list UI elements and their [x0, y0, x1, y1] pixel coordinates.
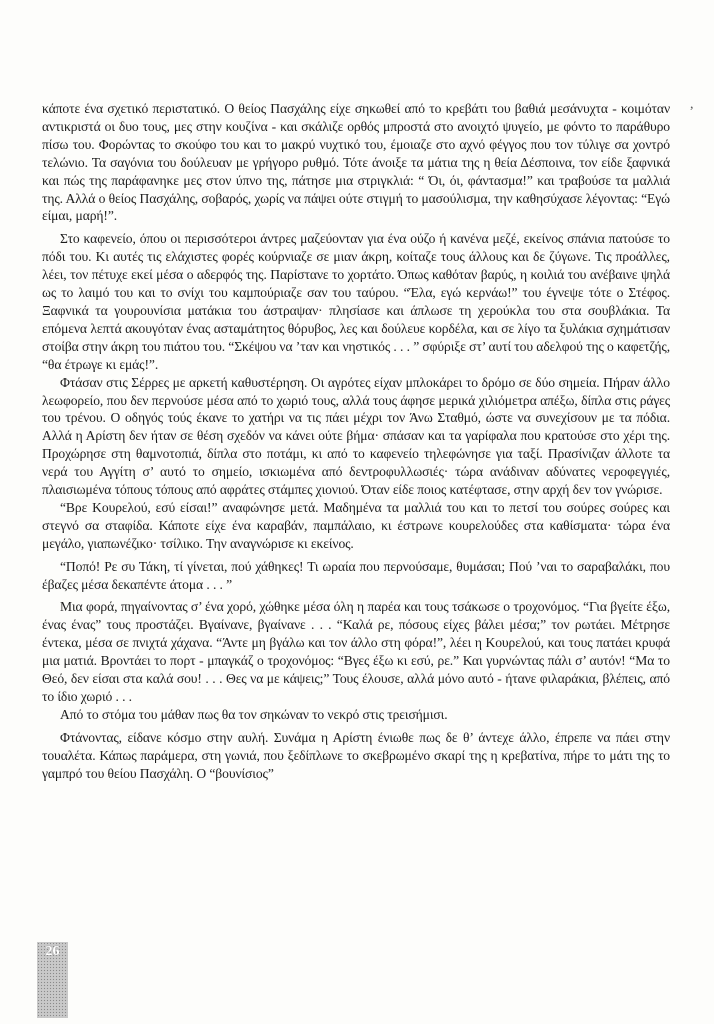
page-body-text — [42, 100, 670, 783]
page-number-block — [37, 942, 68, 1018]
paragraph-popo-taki: “Ποπό! Ρε συ Τάκη, τί γίνεται, πού χάθηκες! Τι ωραία που περνούσαμε, θυμάσαι; Πού ’ναι το σαραβαλάκι, που έβαζες μέσα δεκαπέντε άτομα . . . ” — [42, 558, 670, 592]
paragraph-arrival-serres: Φτάσαν στις Σέρρες με αρκετή καθυστέρηση. Οι αγρότες είχαν μπλοκάρει το δρόμο σε δύο σημεία. Πήραν άλλο λεωφορείο, που δεν περνούσε μέσα από το χωριό τους, αλλά τους άφησε μερικά χιλιόμετρα απέξω, δίπλα στις ράγες του τρένου. Ο οδηγός τούς έκανε το χατήρι να τις πάει μέχρι τον Άνω Σταθμό, ώστε να συνεχίσουν με τα πόδια. Αλλά η Αρίστη δεν ήταν σε θέση σχεδόν να κάνει ούτε βήμα· σπάσαν και τα γαρίφαλα που κρατούσε στο χέρι της. Προχώρησε στη θαμνοτοπιά, δίπλα στο ποτάμι, κι από το καφενείο τηλεφώνησε για ταξί. Πρασίνιζαν άλλοτε τα νερά του Αγγίτη σ’ αυτό το σημείο, ισκιωμένα από δεντροφυλλωσιές· τώρα ανάδιναν αδύνατες νεροφεγγιές, πλαισιωμένα τόπους τόπους από αφράτες στάμπες χιονιού. Όταν είδε ποιος κατέφτασε, στην αρχή δεν τον γνώρισε. — [42, 374, 670, 498]
paragraph-yard-arrival: Φτάνοντας, είδανε κόσμο στην αυλή. Συνάμα η Αρίστη ένιωθε πως δε θ’ άντεχε άλλο, έπρεπε να πάει στην τουαλέτα. Κάπως παράμερα, στη γωνιά, που ξεδίπλωνε το σκεβρωμένο σκαρί της η κρεβατίνα, πήρε το μάτι της το γαμπρό του θείου Πασχάλη. Ο “βουνίσιος” — [42, 729, 670, 781]
paragraph-funeral-time: Από το στόμα του μάθαν πως θα τον σηκώναν το νεκρό στις τρεισήμισι. — [60, 706, 448, 722]
paragraph-kourelou-greeting: “Βρε Κουρελού, εσύ είσαι!” αναφώνησε μετά. Μαδημένα τα μαλλιά του και το πετσί του σούρες σούρες και στεγνό σα σταφίδα. Κάποτε είχε ένα καραβάν, παμπάλαιο, κι έστρωνε κουρελούδες στα καθίσματα· τώρα ένα μεγάλο, γιαπωνέζικο· τσίλικο. Την αναγνώρισε κι εκείνος. — [42, 499, 670, 551]
paragraph-uncle-night-fridge: κάποτε ένα σχετικό περιστατικό. Ο θείος Πασχάλης είχε σηκωθεί από το κρεβάτι του βαθιά μεσάνυχτα - κοιμόταν αντικριστά οι δυο τους, μες στην κουζίνα - και σκάλιζε ορθός μπροστά στο ανοιχτό ψυγείο, με φόντο το παράθυρο πίσω του. Φορώντας το σκούφο του και το μακρύ νυχτικό του, έμοιαζε στο αχνό φέγγος που τον τύλιγε σα χοντρό τελώνιο. Τα σαγόνια του δούλευαν με γρήγορο ρυθμό. Τότε άνοιξε τα μάτια της η θεία Δέσποινα, τον είδε ξαφνικά και πώς της παράφανηκε μες στον ύπνο της, πάτησε μια στριγκλιά: “ Όι, όι, φάντασμα!” και τραβούσε τα μαλλιά της. Αλλά ο θείος Πασχάλης, σοβαρός, χωρίς να πάψει ούτε στιγμή το μασούλισμα, την καθησύχασε λέγοντας: “Εγώ είμαι, μαρή!”. — [42, 101, 670, 224]
page-number: 26 — [45, 944, 60, 959]
paragraph-coffeehouse: Στο καφενείο, όπου οι περισσότεροι άντρες μαζεύονταν για ένα ούζο ή κανένα μεζέ, εκείνος σπάνια πατούσε το πόδι του. Κι αυτές τις ελάχιστες φορές κούρνιαζε σε μιαν άκρη, κοίταζε τους άλλους και δε ζύγωνε. Τις προάλλες, λέει, τον πέτυχε εκεί μέσα ο αδερφός της. Παρίστανε το χορτάτο. Όπως καθόταν βαρύς, η κοιλιά του ανέβαινε ψηλά ως το λαιμό του και το σνίχι του καμπούριαζε σαν του ταύρου. “Έλα, εγώ κερνάω!” του έγνεψε τότε ο Στέφος. Ξαφνικά τα γουρουνίσια ματάκια του άστραψαν· πλησίασε και άπλωσε τη χερούκλα του στα σουβλάκια. Τα επόμενα λεπτά ακουγόταν ένας ασταμάτητος θόρυβος, λες και δούλευε κορδέλα, και σε λίγο τα ξυλάκια σχημάτισαν στοίβα στην άκρη του πιάτου του. “Σκέψου να ’ταν και νηστικός . . . ” σφύριξε στ’ αυτί του αδελφού της ο καφετζής, “θα έτρωγε κι εμάς!”. — [42, 231, 671, 372]
paragraph-traffic-officer: Μια φορά, πηγαίνοντας σ’ ένα χορό, χώθηκε μέσα όλη η παρέα και τους τσάκωσε ο τροχονόμος. “Για βγείτε έξω, ένας ένας” τους προστάζει. Βγαίνανε, βγαίνανε . . . “Καλά ρε, πόσους είχες βάλει μέσα;” τον ρωτάει. Μέτρησε έντεκα, μέσα σε πνιχτά χάχανα. “Άντε μη βγάλω και τον άλλο στη φόρα!”, λέει η Κουρελού, και τους πατάει κρυφά μια ματιά. Βροντάει το πορτ - μπαγκάζ ο τροχονόμος: “Βγες έξω κι εσύ, ρε.” Και γυρνώντας πάλι σ’ αυτόν! “Μα το Θεό, δεν είσαι στα καλά σου! . . . Θες να με κάψεις;” Τους έλουσε, αλλά μόνο αυτό - ήτανε φιλαράκια, βλέπεις, από το ίδιο χωριό . . . — [42, 599, 670, 704]
margin-mark: , — [690, 97, 694, 112]
